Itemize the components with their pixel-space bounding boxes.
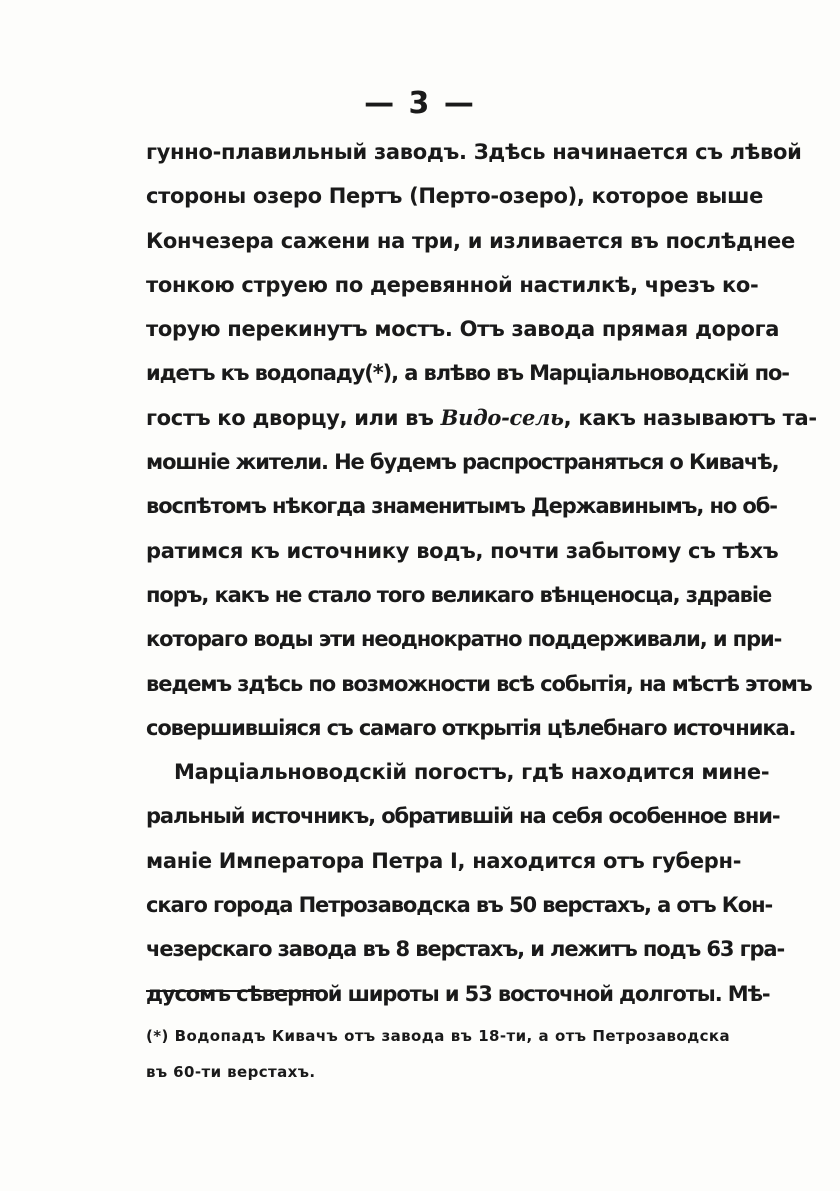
text-line: ральный источникъ, обратившій на себя особенное вни- bbox=[146, 804, 780, 829]
text-line: ратимся къ источнику водъ, почти забытому съ тѣхъ bbox=[146, 538, 779, 563]
text-segment: гостъ ко дворцу, или въ bbox=[146, 405, 441, 430]
text-line bbox=[146, 396, 817, 440]
body-text bbox=[146, 130, 817, 1016]
text-line: ведемъ здѣсь по возможности всѣ событія, на мѣстѣ этомъ bbox=[146, 671, 812, 696]
text-line: дусомъ сѣверной широты и 53 восточной долготы. Мѣ- bbox=[146, 981, 770, 1006]
italic-place-name: Видо-сель bbox=[440, 404, 564, 430]
text-line: чезерскаго завода въ 8 верстахъ, и лежитъ подъ 63 гра- bbox=[146, 937, 785, 962]
text-line: Кончезера сажени на три, и изливается въ послѣднее bbox=[146, 228, 795, 253]
text-line: скаго города Петрозаводска въ 50 верстахъ, а отъ Кон- bbox=[146, 893, 773, 918]
text-line: мошніе жители. Не будемъ распространяться о Кивачѣ, bbox=[146, 450, 779, 475]
text-line: поръ, какъ не стало того великаго вѣнценосца, здравіе bbox=[146, 582, 772, 607]
footnote bbox=[146, 1018, 730, 1090]
text-line: котораго воды эти неоднократно поддерживали, и при- bbox=[146, 627, 782, 652]
text-line: гунно-плавильный заводъ. Здѣсь начинается съ лѣвой bbox=[146, 140, 802, 164]
text-line: тонкою струею по деревянной настилкѣ, чрезъ ко- bbox=[146, 272, 759, 297]
text-segment: , какъ называютъ та- bbox=[563, 405, 817, 430]
text-line: идетъ къ водопаду(*), а влѣво въ Марціальноводскій по- bbox=[146, 361, 789, 386]
text-line: стороны озеро Пертъ (Перто-озеро), которое выше bbox=[146, 184, 764, 209]
text-line: совершившіяся съ самаго открытія цѣлебнаго источника. bbox=[146, 715, 796, 740]
text-line: Марціальноводскій погостъ, гдѣ находится мине- bbox=[174, 760, 770, 785]
footnote-divider bbox=[146, 990, 324, 992]
text-line: маніе Императора Петра I, находится отъ губерн- bbox=[146, 848, 742, 873]
page-number: — 3 — bbox=[364, 86, 476, 121]
footnote-line: въ 60-ти верстахъ. bbox=[146, 1063, 316, 1081]
footnote-line: (*) Водопадъ Кивачъ отъ завода въ 18-ти, а отъ Петрозаводска bbox=[146, 1027, 730, 1045]
text-line: воспѣтомъ нѣкогда знаменитымъ Державинымъ, но об- bbox=[146, 494, 777, 519]
text-line: торую перекинутъ мостъ. Отъ завода прямая дорога bbox=[146, 317, 780, 342]
